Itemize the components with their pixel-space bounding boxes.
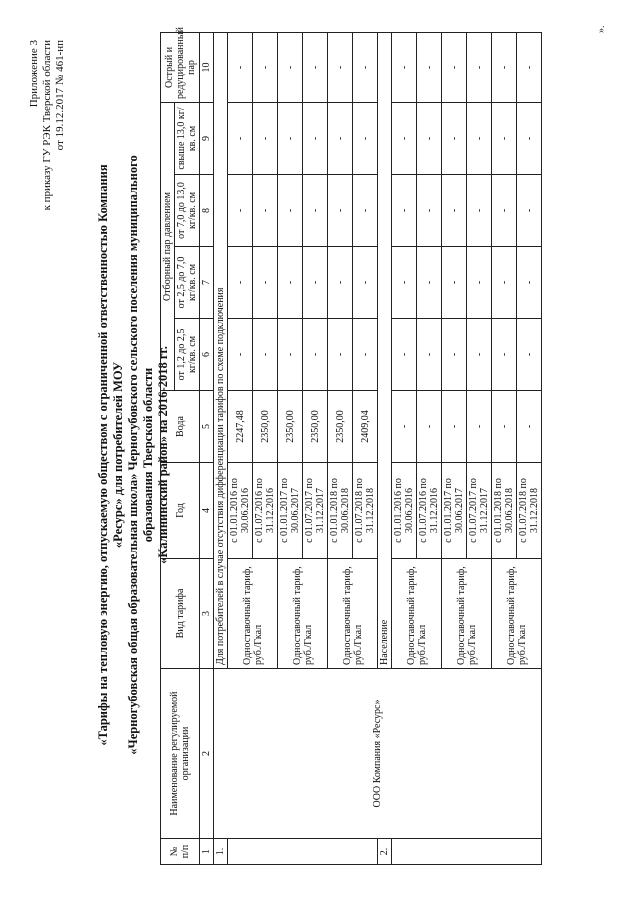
period-cell: с 01.01.2016 по 30.06.2016	[392, 463, 417, 559]
column-number: 9	[200, 102, 214, 174]
steam-value-cell: -	[253, 319, 278, 391]
header-pressure-3: от 7,0 до 13,0 кг/кв. см	[175, 175, 200, 247]
title-line: «Калининский район» на 2016-2018 гг.	[156, 346, 170, 564]
steam-value-cell: -	[417, 247, 442, 319]
period-cell: с 01.07.2018 по 31.12.2018	[517, 463, 542, 559]
steam-value-cell: -	[417, 32, 442, 102]
steam-value-cell: -	[392, 247, 417, 319]
steam-value-cell: -	[467, 102, 492, 174]
period-cell: с 01.01.2016 по 30.06.2016	[228, 463, 253, 559]
water-value-cell: 2350,00	[278, 391, 303, 463]
column-number: 8	[200, 175, 214, 247]
header-pressure-4: свыше 13,0 кг/кв. см	[175, 102, 200, 174]
steam-value-cell: -	[467, 175, 492, 247]
water-value-cell: -	[392, 391, 417, 463]
steam-value-cell: -	[253, 175, 278, 247]
org-name: ООО Компания «Ресурс»	[214, 669, 542, 839]
water-value-cell: -	[467, 391, 492, 463]
steam-value-cell: -	[467, 319, 492, 391]
water-value-cell: -	[517, 391, 542, 463]
steam-value-cell: -	[328, 319, 353, 391]
period-cell: с 01.07.2018 по 31.12.2018	[353, 463, 378, 559]
column-number: 10	[200, 32, 214, 102]
column-number: 2	[200, 669, 214, 839]
water-value-cell: -	[442, 391, 467, 463]
steam-value-cell: -	[492, 175, 517, 247]
column-number: 7	[200, 247, 214, 319]
steam-value-cell: -	[353, 32, 378, 102]
section-label: Для потребителей в случае отсутствия дифференциации тарифов по схеме подключения	[214, 32, 228, 668]
steam-value-cell: -	[467, 32, 492, 102]
steam-value-cell: -	[417, 319, 442, 391]
steam-value-cell: -	[328, 102, 353, 174]
steam-value-cell: -	[392, 175, 417, 247]
period-cell: с 01.01.2017 по 30.06.2017	[442, 463, 467, 559]
steam-value-cell: -	[492, 102, 517, 174]
steam-value-cell: -	[417, 175, 442, 247]
tariff-type-cell: Одноставочный тариф, руб./Гкал	[328, 559, 378, 669]
tariff-table	[160, 27, 542, 865]
header-org: Наименование регулируемой организации	[161, 669, 200, 839]
steam-value-cell: -	[353, 247, 378, 319]
water-value-cell: 2350,00	[253, 391, 278, 463]
tariff-type-cell: Одноставочный тариф, руб./Гкал	[442, 559, 492, 669]
steam-value-cell: -	[228, 32, 253, 102]
steam-value-cell: -	[278, 175, 303, 247]
column-number: 3	[200, 559, 214, 669]
tariff-type-cell: Одноставочный тариф, руб./Гкал	[278, 559, 328, 669]
period-cell: с 01.07.2016 по 31.12.2016	[417, 463, 442, 559]
header-pressure-1: от 1,2 до 2,5 кг/кв. см	[175, 319, 200, 391]
water-value-cell: 2350,00	[328, 391, 353, 463]
steam-value-cell: -	[278, 247, 303, 319]
steam-value-cell: -	[228, 319, 253, 391]
water-value-cell: 2247,48	[228, 391, 253, 463]
column-number: 4	[200, 463, 214, 559]
section-number: 1.	[214, 839, 228, 865]
steam-value-cell: -	[228, 175, 253, 247]
header-steam-group: Отборный пар давлением	[161, 102, 175, 390]
steam-value-cell: -	[303, 319, 328, 391]
steam-value-cell: -	[253, 32, 278, 102]
steam-value-cell: -	[442, 247, 467, 319]
water-value-cell: -	[492, 391, 517, 463]
steam-value-cell: -	[442, 319, 467, 391]
tariff-type-cell: Одноставочный тариф, руб./Гкал	[392, 559, 442, 669]
header-water: Вода	[161, 391, 200, 463]
steam-value-cell: -	[392, 32, 417, 102]
steam-value-cell: -	[517, 102, 542, 174]
steam-value-cell: -	[328, 175, 353, 247]
steam-value-cell: -	[303, 175, 328, 247]
steam-value-cell: -	[492, 247, 517, 319]
steam-value-cell: -	[517, 32, 542, 102]
title-line: «Черногубовская общая образовательная школа» Черногубовского сельского поселения муниципального образования Тверской области	[126, 155, 155, 755]
appendix-line: Приложение 3	[28, 40, 40, 108]
period-cell: с 01.01.2018 по 30.06.2018	[492, 463, 517, 559]
steam-value-cell: -	[353, 102, 378, 174]
steam-value-cell: -	[253, 102, 278, 174]
steam-value-cell: -	[492, 32, 517, 102]
steam-value-cell: -	[392, 102, 417, 174]
section-row	[214, 32, 228, 864]
steam-value-cell: -	[517, 175, 542, 247]
steam-value-cell: -	[442, 32, 467, 102]
steam-value-cell: -	[417, 102, 442, 174]
steam-value-cell: -	[492, 319, 517, 391]
title-line: «Тарифы на тепловую энергию, отпускаемую обществом с ограниченной ответственностью Компания «Ресурс» для потребителей МОУ	[96, 164, 125, 746]
header-pressure-2: от 2,5 до 7,0 кг/кв. см	[175, 247, 200, 319]
section-number: 2.	[378, 839, 392, 865]
steam-value-cell: -	[303, 32, 328, 102]
steam-value-cell: -	[303, 102, 328, 174]
period-cell: с 01.01.2018 по 30.06.2018	[328, 463, 353, 559]
steam-value-cell: -	[328, 247, 353, 319]
tariff-type-cell: Одноставочный тариф, руб./Гкал	[228, 559, 278, 669]
period-cell: с 01.07.2017 по 31.12.2017	[467, 463, 492, 559]
column-number: 5	[200, 391, 214, 463]
header-sharp-steam: Острый и редуцированный пар	[161, 32, 200, 102]
num-cell-empty	[228, 839, 378, 865]
period-cell: с 01.07.2016 по 31.12.2016	[253, 463, 278, 559]
steam-value-cell: -	[442, 102, 467, 174]
steam-value-cell: -	[442, 175, 467, 247]
header-num: № п/п	[161, 839, 200, 865]
steam-value-cell: -	[253, 247, 278, 319]
water-value-cell: 2409,04	[353, 391, 378, 463]
steam-value-cell: -	[278, 319, 303, 391]
appendix-header	[28, 40, 67, 210]
header-tariff-type: Вид тарифа	[161, 559, 200, 669]
page-mark: ».	[596, 25, 607, 33]
steam-value-cell: -	[517, 319, 542, 391]
section-label: Население	[378, 32, 392, 668]
steam-value-cell: -	[517, 247, 542, 319]
steam-value-cell: -	[303, 247, 328, 319]
steam-value-cell: -	[353, 175, 378, 247]
period-cell: с 01.01.2017 по 30.06.2017	[278, 463, 303, 559]
steam-value-cell: -	[228, 247, 253, 319]
header-year: Год	[161, 463, 200, 559]
tariff-type-cell: Одноставочный тариф, руб./Гкал	[492, 559, 542, 669]
steam-value-cell: -	[467, 247, 492, 319]
appendix-line: к приказу ГУ РЭК Тверской области	[41, 40, 53, 211]
column-number-row	[200, 32, 214, 864]
water-value-cell: 2350,00	[303, 391, 328, 463]
column-number: 1	[200, 839, 214, 865]
period-cell: с 01.07.2017 по 31.12.2017	[303, 463, 328, 559]
steam-value-cell: -	[278, 32, 303, 102]
num-cell-empty	[392, 839, 542, 865]
water-value-cell: -	[417, 391, 442, 463]
steam-value-cell: -	[278, 102, 303, 174]
column-number: 6	[200, 319, 214, 391]
steam-value-cell: -	[328, 32, 353, 102]
steam-value-cell: -	[228, 102, 253, 174]
steam-value-cell: -	[392, 319, 417, 391]
appendix-line: от 19.12.2017 № 461-нп	[54, 40, 66, 151]
steam-value-cell: -	[353, 319, 378, 391]
